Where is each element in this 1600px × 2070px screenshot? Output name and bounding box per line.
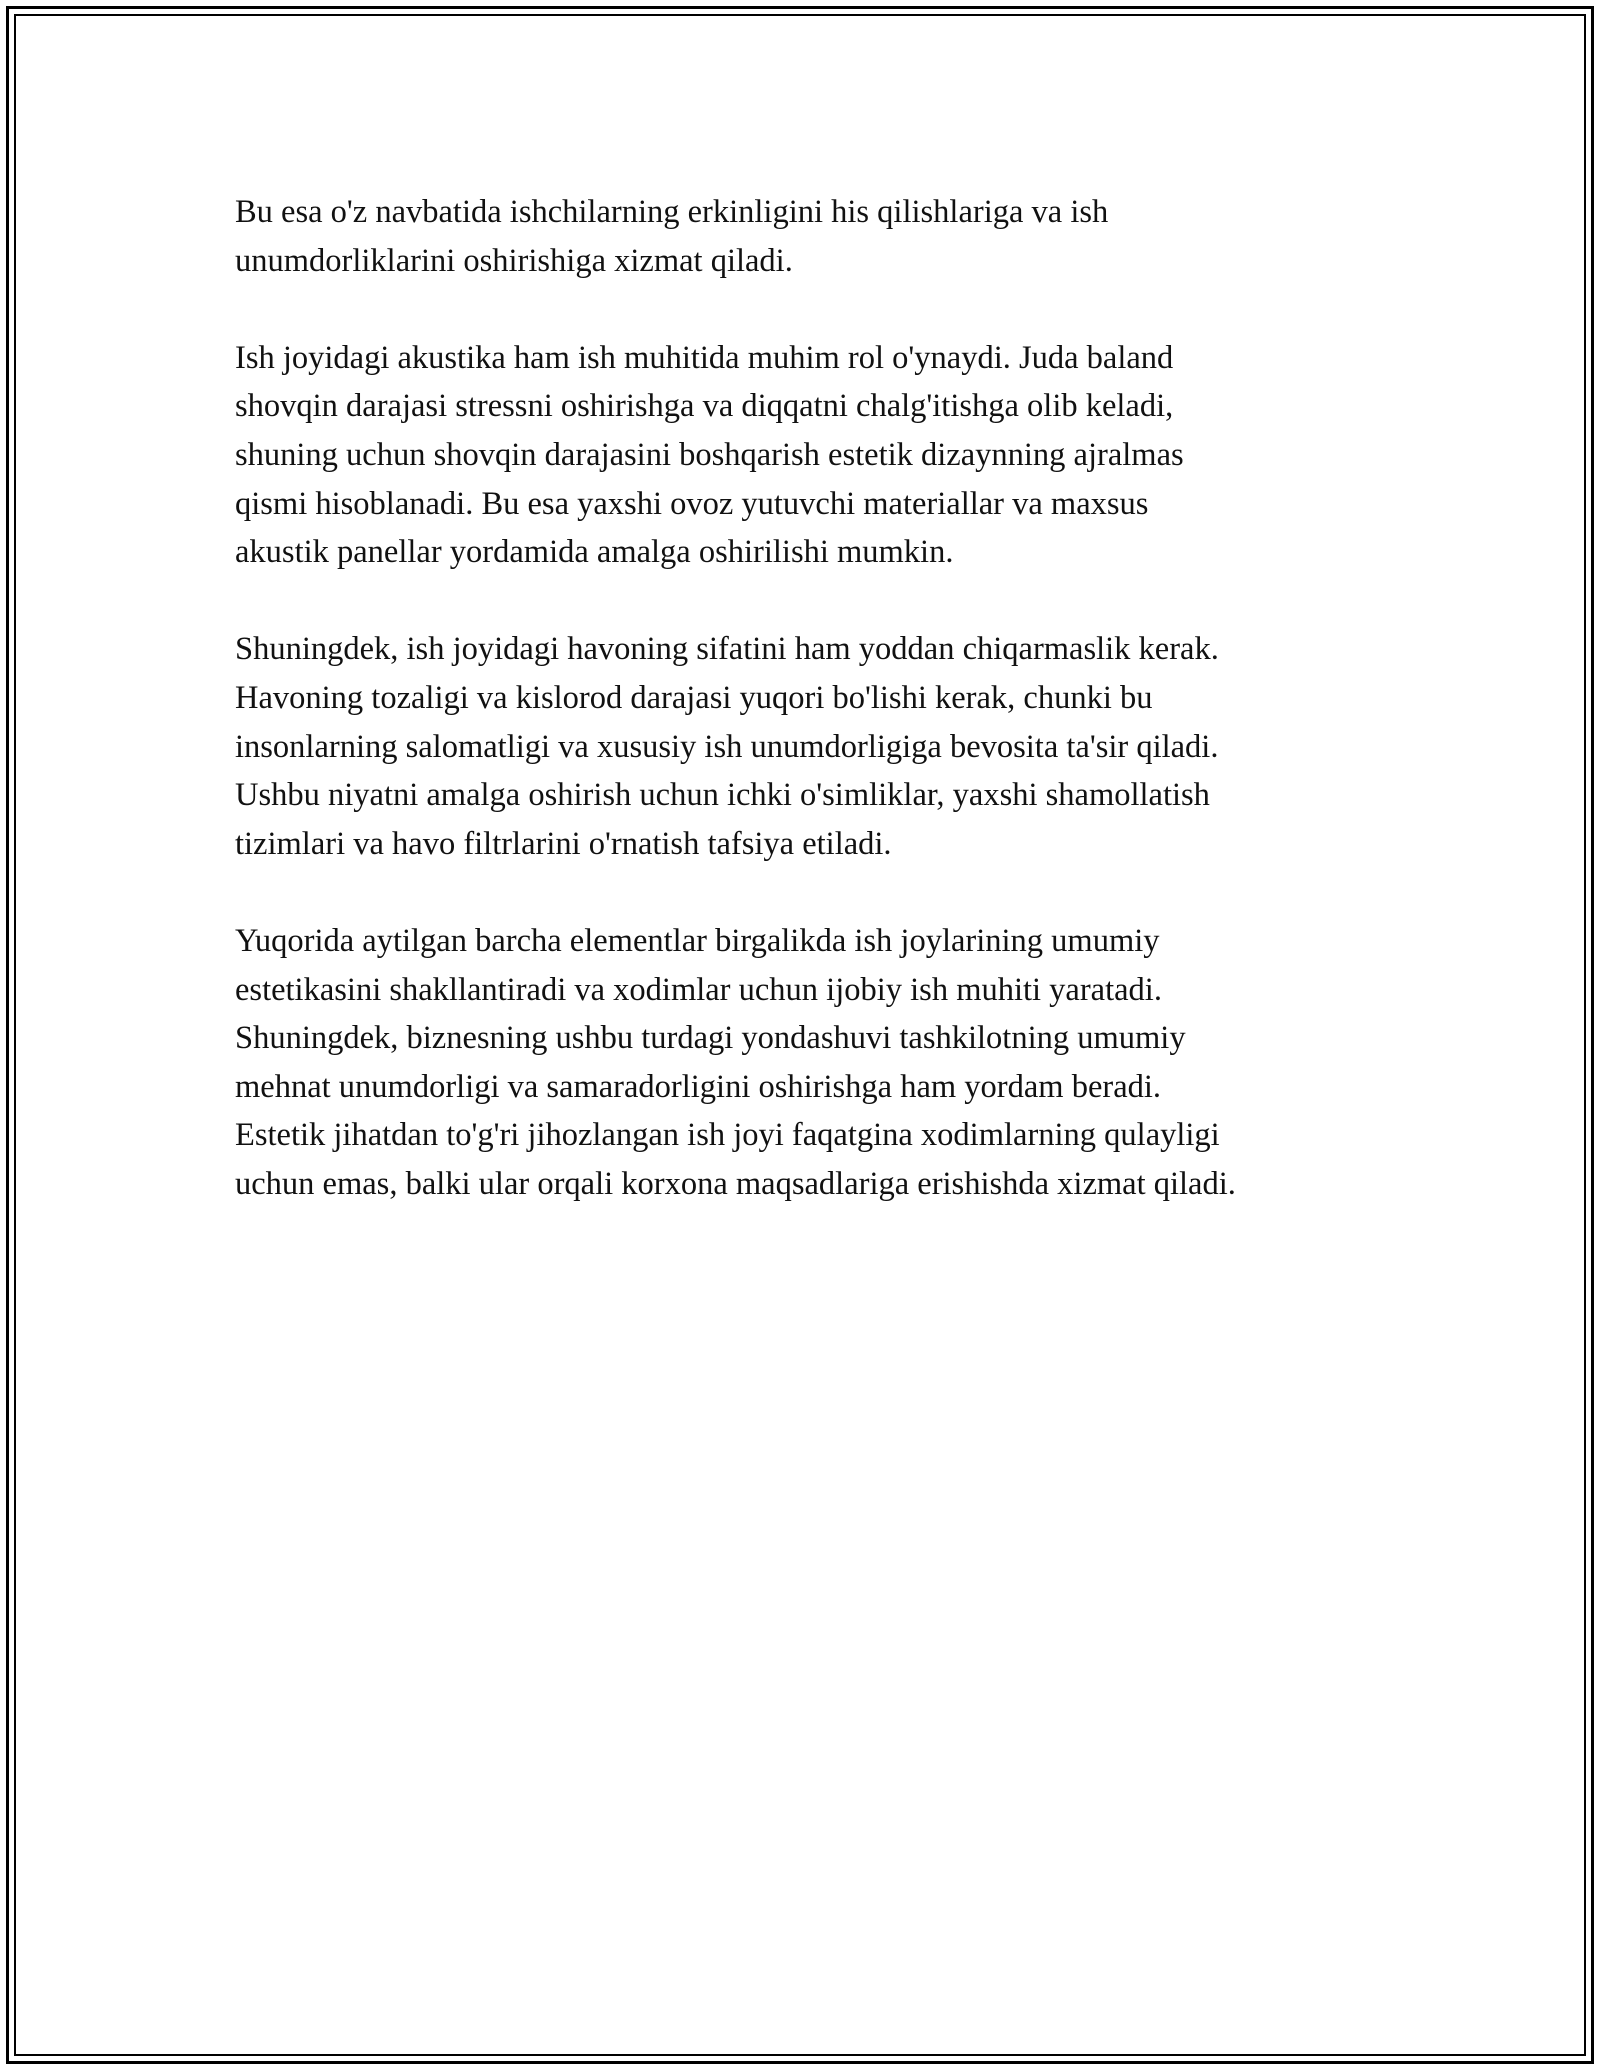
paragraph-1 xyxy=(235,188,1415,285)
paragraph-line: shovqin darajasi stressni oshirishga va diqqatni chalg'itishga olib keladi, xyxy=(235,388,1174,425)
paragraph-line: Shuningdek, biznesning ushbu turdagi yondashuvi tashkilotning umumiy xyxy=(235,1020,1186,1057)
paragraph-3 xyxy=(235,625,1415,868)
paragraph-line: unumdorliklarini oshirishiga xizmat qiladi. xyxy=(235,242,793,279)
paragraph-4 xyxy=(235,917,1415,1209)
document-body xyxy=(235,188,1415,1257)
paragraph-line: Ish joyidagi akustika ham ish muhitida muhim rol o'ynaydi. Juda baland xyxy=(235,339,1174,376)
paragraph-line: uchun emas, balki ular orqali korxona maqsadlariga erishishda xizmat qiladi. xyxy=(235,1165,1236,1202)
paragraph-line: Havoning tozaligi va kislorod darajasi yuqori bo'lishi kerak, chunki bu xyxy=(235,679,1153,716)
paragraph-line: qismi hisoblanadi. Bu esa yaxshi ovoz yutuvchi materiallar va maxsus xyxy=(235,485,1149,522)
paragraph-line: Bu esa o'z navbatida ishchilarning erkinligini his qilishlariga va ish xyxy=(235,194,1109,230)
paragraph-line: shuning uchun shovqin darajasini boshqarish estetik dizaynning ajralmas xyxy=(235,436,1184,473)
paragraph-line: estetikasini shakllantiradi va xodimlar uchun ijobiy ish muhiti yaratadi. xyxy=(235,971,1162,1008)
paragraph-line: Shuningdek, ish joyidagi havoning sifatini ham yoddan chiqarmaslik kerak. xyxy=(235,631,1219,668)
paragraph-2 xyxy=(235,334,1415,577)
paragraph-line: akustik panellar yordamida amalga oshirilishi mumkin. xyxy=(235,534,954,571)
paragraph-line: insonlarning salomatligi va xususiy ish unumdorligiga bevosita ta'sir qiladi. xyxy=(235,728,1219,765)
paragraph-line: Ushbu niyatni amalga oshirish uchun ichki o'simliklar, yaxshi shamollatish xyxy=(235,777,1210,814)
paragraph-line: Yuqorida aytilgan barcha elementlar birgalikda ish joylarining umumiy xyxy=(235,922,1160,959)
paragraph-line: mehnat unumdorligi va samaradorligini oshirishga ham yordam beradi. xyxy=(235,1068,1162,1105)
paragraph-line: tizimlari va havo filtrlarini o'rnatish tafsiya etiladi. xyxy=(235,825,892,862)
paragraph-line: Estetik jihatdan to'g'ri jihozlangan ish joyi faqatgina xodimlarning qulayligi xyxy=(235,1117,1220,1154)
